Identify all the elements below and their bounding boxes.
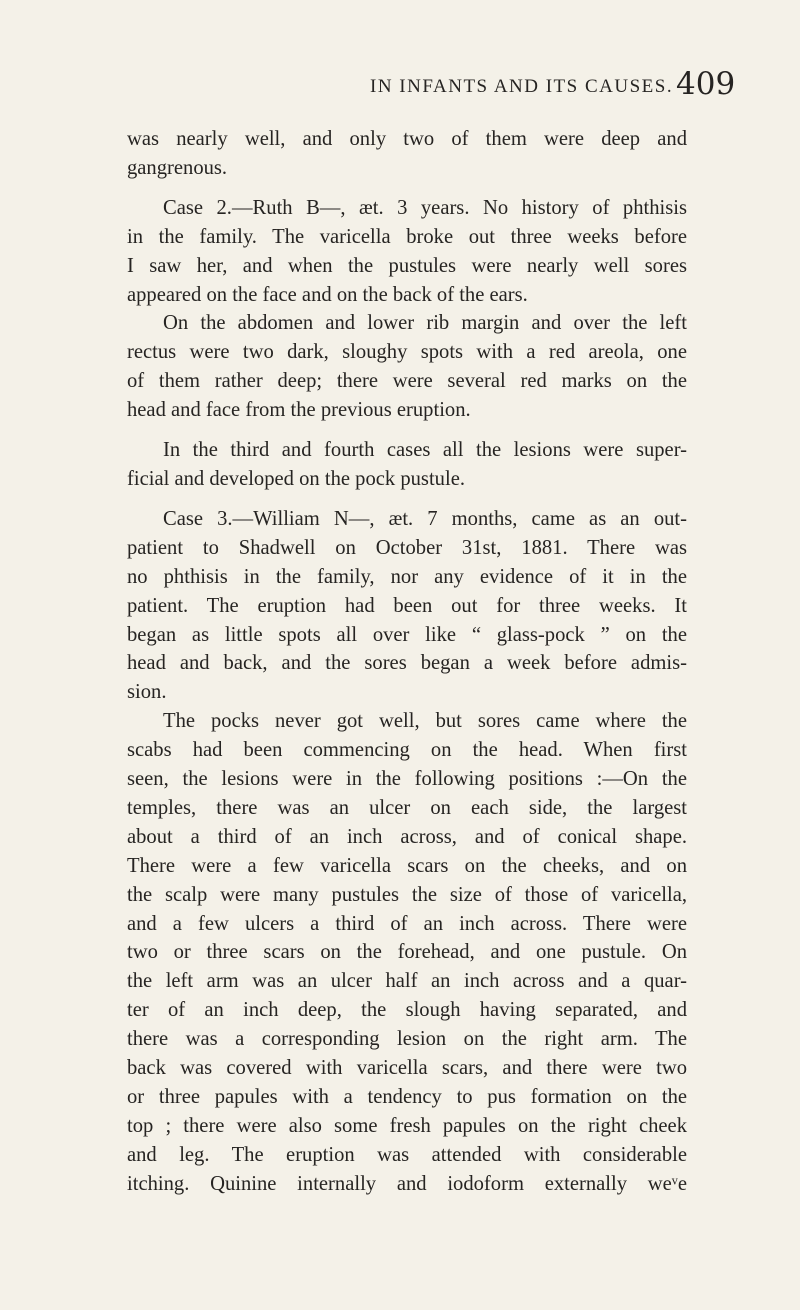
text-line: was nearly well, and only two of them were deep and — [127, 128, 687, 150]
running-head — [0, 66, 800, 102]
text-line: scabs had been commencing on the head. When first — [127, 739, 687, 762]
text-line: and leg. The eruption was attended with considerable — [127, 1143, 687, 1166]
text-line: there was a corresponding lesion on the right arm. The — [127, 1028, 687, 1051]
text-line: On the abdomen and lower rib margin and over the left — [163, 312, 687, 335]
text-line: Case 3.—William N—, æt. 7 months, came as an out- — [163, 507, 687, 530]
paragraph-pocks — [127, 707, 687, 1198]
text-line: patient. The eruption had been out for three weeks. It — [127, 594, 687, 617]
text-line: no phthisis in the family, nor any evidence of it in the — [127, 565, 687, 588]
paragraph-continuation — [127, 125, 687, 183]
text-line: temples, there was an ulcer on each side, the largest — [127, 796, 687, 819]
running-title: IN INFANTS AND ITS CAUSES. — [370, 76, 674, 97]
text-line: appeared on the face and on the back of the ears. — [127, 283, 528, 306]
page-number: 409 — [676, 66, 736, 102]
text-line: head and face from the previous eruption. — [127, 399, 471, 422]
text-line: in the family. The varicella broke out three weeks before — [127, 225, 687, 248]
text-line: top ; there were also some fresh papules on the right cheek — [127, 1114, 687, 1137]
body-text — [127, 125, 687, 1199]
text-line: began as little spots all over like “ glass-pock ” on the — [127, 623, 687, 646]
text-line: seen, the lesions were in the following positions :—On the — [127, 768, 687, 791]
paragraph-third-fourth-cases — [127, 436, 687, 494]
text-line: two or three scars on the forehead, and one pustule. On — [127, 941, 687, 964]
text-line: back was covered with varicella scars, and there were two — [127, 1057, 687, 1080]
text-line: itching. Quinine internally and iodoform externally weᵛe — [127, 1172, 687, 1195]
text-line: about a third of an inch across, and of conical shape. — [127, 825, 687, 848]
text-line: Case 2.—Ruth B—, æt. 3 years. No history of phthisis — [163, 196, 687, 219]
paragraph-abdomen — [127, 309, 687, 425]
text-line: The pocks never got well, but sores came where the — [163, 710, 687, 733]
text-line: head and back, and the sores began a week before admis- — [127, 652, 687, 675]
text-line: sion. — [127, 681, 167, 704]
text-line: of them rather deep; there were several red marks on the — [127, 370, 687, 393]
paragraph-case-2 — [127, 194, 687, 310]
text-line: There were a few varicella scars on the cheeks, and on — [127, 854, 687, 877]
text-line: and a few ulcers a third of an inch across. There were — [127, 912, 687, 935]
text-line: ter of an inch deep, the slough having separated, and — [127, 999, 687, 1022]
text-line: ficial and developed on the pock pustule. — [127, 467, 465, 490]
text-line: or three papules with a tendency to pus formation on the — [127, 1086, 687, 1108]
text-line: patient to Shadwell on October 31st, 1881. There was — [127, 536, 687, 559]
text-line: I saw her, and when the pustules were nearly well sores — [127, 254, 687, 277]
paragraph-case-3 — [127, 505, 687, 707]
text-line: rectus were two dark, sloughy spots with a red areola, one — [127, 341, 687, 364]
text-line: In the third and fourth cases all the lesions were super- — [163, 439, 687, 462]
text-line: the scalp were many pustules the size of those of varicella, — [127, 883, 687, 906]
text-line: gangrenous. — [127, 156, 228, 179]
text-line: the left arm was an ulcer half an inch across and a quar- — [127, 970, 687, 993]
